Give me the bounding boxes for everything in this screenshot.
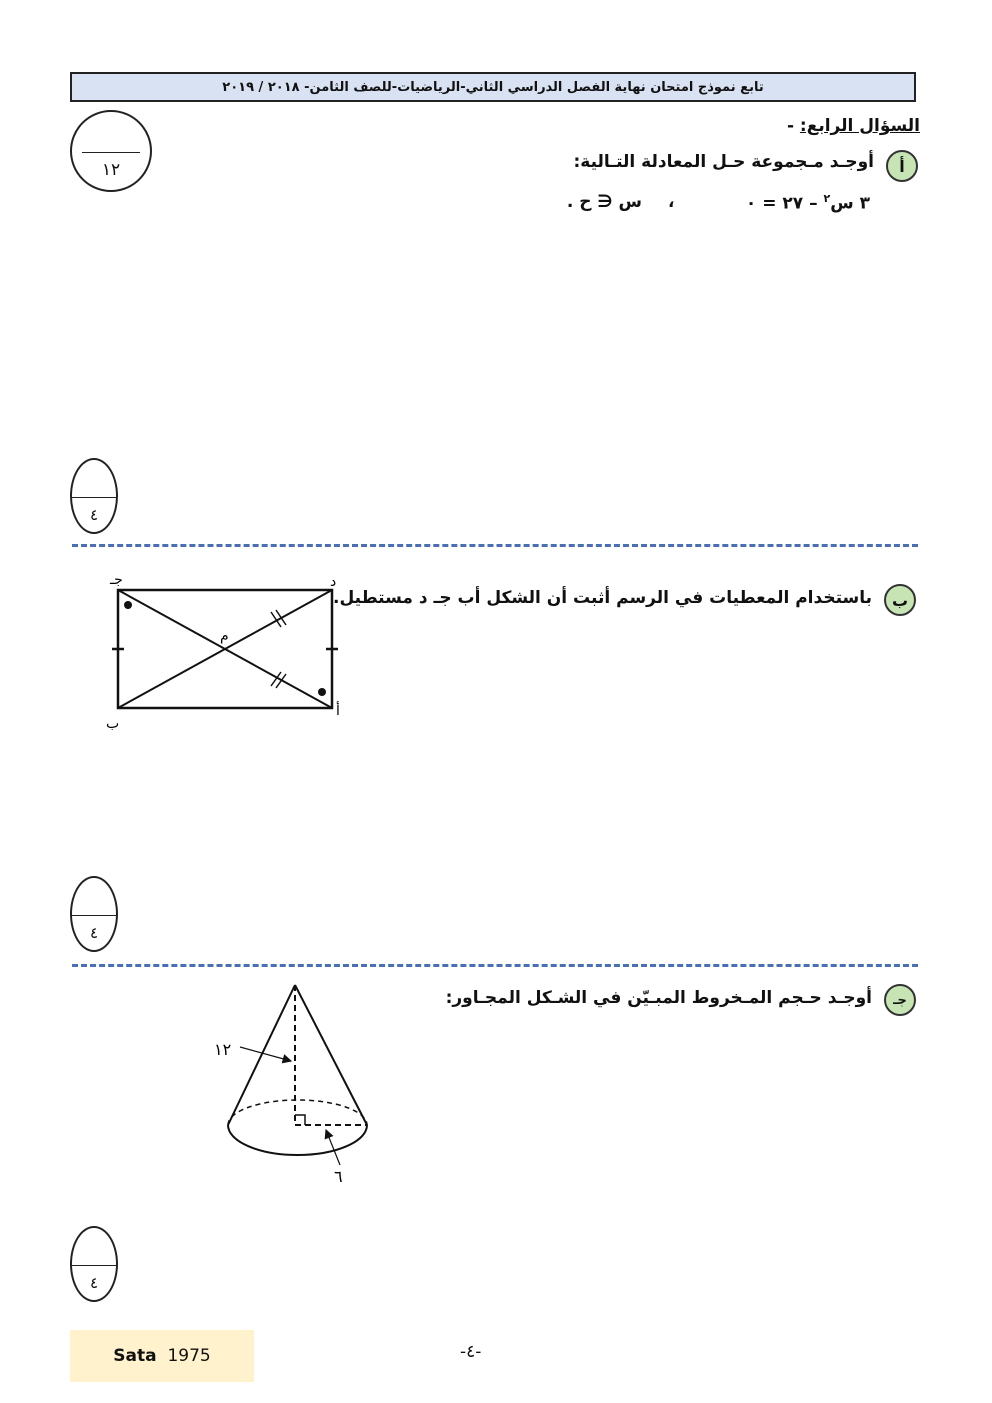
score-divider <box>72 497 116 498</box>
label-top-right: د <box>330 574 337 590</box>
angle-dot-a <box>318 688 326 696</box>
equation-right: – ٢٧ = ٠ <box>745 193 824 214</box>
section-divider-2 <box>72 964 918 967</box>
height-label: ١٢ <box>214 1040 232 1059</box>
label-top-left: جـ <box>110 572 123 588</box>
part-b-badge-label: ب <box>891 590 909 610</box>
footer-brand-name: Sata <box>113 1346 157 1366</box>
part-b-badge <box>884 584 916 616</box>
cone-base-front <box>228 1125 367 1155</box>
part-c-score: ٤ <box>89 1274 99 1292</box>
question-title-suffix: - <box>786 116 800 136</box>
cone-base-back <box>228 1100 367 1125</box>
question-title <box>787 116 920 136</box>
part-a-score-oval <box>70 458 118 534</box>
part-b-score: ٤ <box>89 924 99 942</box>
radius-label: ٦ <box>334 1167 343 1186</box>
equation-domain: س ∈ ح . <box>566 192 642 212</box>
right-angle-mark <box>295 1115 305 1125</box>
score-divider <box>72 1265 116 1266</box>
total-score-circle <box>70 110 152 192</box>
part-b-prompt: باستخدام المعطيات في الرسم أثبت أن الشكل أب جـ د مستطيل. <box>333 588 872 608</box>
angle-dot-ja <box>124 601 132 609</box>
label-bottom-right: أ <box>336 703 340 719</box>
part-c-score-oval <box>70 1226 118 1302</box>
part-a-badge-label: أ <box>899 156 905 176</box>
cone-side-left <box>228 985 295 1125</box>
part-b-score-oval <box>70 876 118 952</box>
double-tick-lower <box>271 672 286 688</box>
part-a-score: ٤ <box>89 506 99 524</box>
exam-header <box>70 72 916 102</box>
part-a-badge <box>886 150 918 182</box>
score-divider <box>72 915 116 916</box>
equation-left: ٣ س <box>830 193 870 214</box>
cone-diagram <box>200 975 400 1190</box>
height-pointer <box>240 1047 291 1061</box>
question-title-text: السؤال الرابع: <box>799 116 920 136</box>
rectangle-diagram <box>100 570 360 740</box>
part-c-badge <box>884 984 916 1016</box>
page-number: -٤- <box>460 1342 482 1362</box>
part-c-badge-label: جـ <box>893 992 907 1008</box>
section-divider-1 <box>72 544 918 547</box>
radius-pointer <box>326 1130 340 1165</box>
footer-brand <box>70 1330 254 1382</box>
cone-side-right <box>295 985 367 1125</box>
label-center: م <box>220 628 229 644</box>
exam-header-title: تابع نموذج امتحان نهاية الفصل الدراسي الثاني-الرياضيات-للصف الثامن- ٢٠١٨ / ٢٠١٩ <box>222 79 764 95</box>
score-divider <box>82 152 140 153</box>
part-a-prompt: أوجـد مـجموعة حـل المعادلة التـالية: <box>573 152 874 172</box>
label-bottom-left: ب <box>106 716 120 732</box>
equation-comma: ، <box>668 192 675 212</box>
total-score-value: ١٢ <box>101 160 121 180</box>
footer-brand-year: 1975 <box>167 1346 211 1366</box>
part-c-prompt: أوجـد حـجم المـخروط المبـيّن في الشـكل المجـاور: <box>445 988 872 1008</box>
equation-exponent: ٢ <box>823 192 831 205</box>
part-a-equation <box>746 192 870 214</box>
